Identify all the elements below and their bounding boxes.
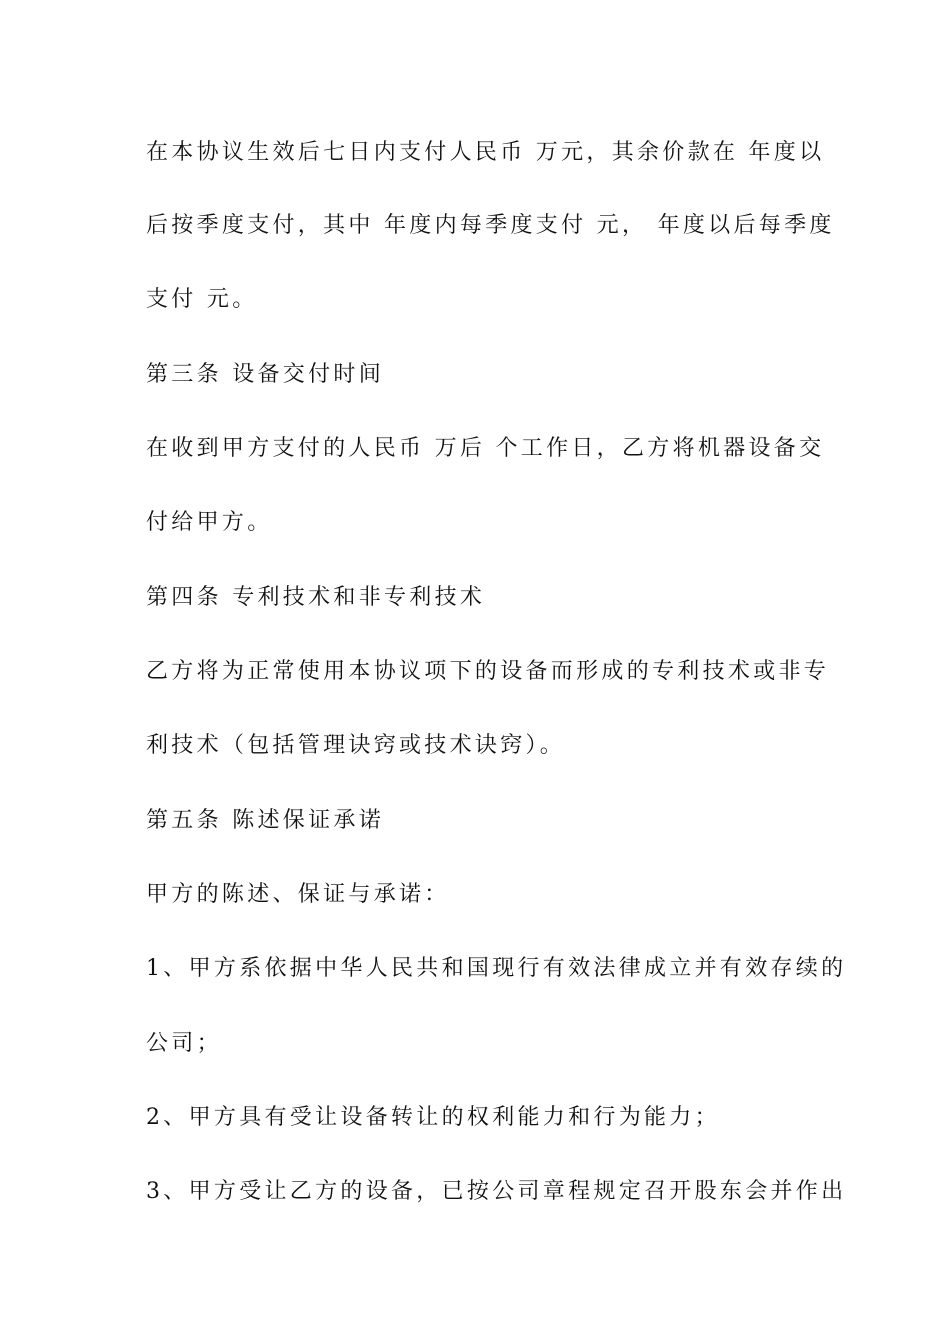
clause-3-line-1: 3、甲方受让乙方的设备，已按公司章程规定召开股东会并作出 [146, 1179, 847, 1204]
paragraph-line-patent-1: 乙方将为正常使用本协议项下的设备而形成的专利技术或非专 [146, 659, 830, 684]
paragraph-line-delivery-1: 在收到甲方支付的人民币 万后 个工作日，乙方将机器设备交 [146, 436, 825, 461]
paragraph-line-payment-3: 支付 元。 [146, 287, 258, 312]
clause-2: 2、甲方具有受让设备转让的权利能力和行为能力； [146, 1105, 720, 1130]
article-3-heading: 第三条 设备交付时间 [146, 362, 384, 387]
paragraph-line-delivery-2: 付给甲方。 [146, 510, 273, 535]
clause-1-line-2: 公司； [146, 1031, 222, 1056]
party-a-representations: 甲方的陈述、保证与承诺： [146, 882, 450, 907]
article-4-heading: 第四条 专利技术和非专利技术 [146, 585, 486, 610]
clause-1-line-1: 1、甲方系依据中华人民共和国现行有效法律成立并有效存续的 [146, 956, 847, 981]
paragraph-line-payment-2: 后按季度支付，其中 年度内每季度支付 元， 年度以后每季度 [146, 213, 835, 238]
article-5-heading: 第五条 陈述保证承诺 [146, 808, 384, 833]
paragraph-line-payment-1: 在本协议生效后七日内支付人民币 万元，其余价款在 年度以 [146, 140, 825, 165]
paragraph-line-patent-2: 利技术（包括管理诀窍或技术诀窍）。 [146, 733, 566, 758]
